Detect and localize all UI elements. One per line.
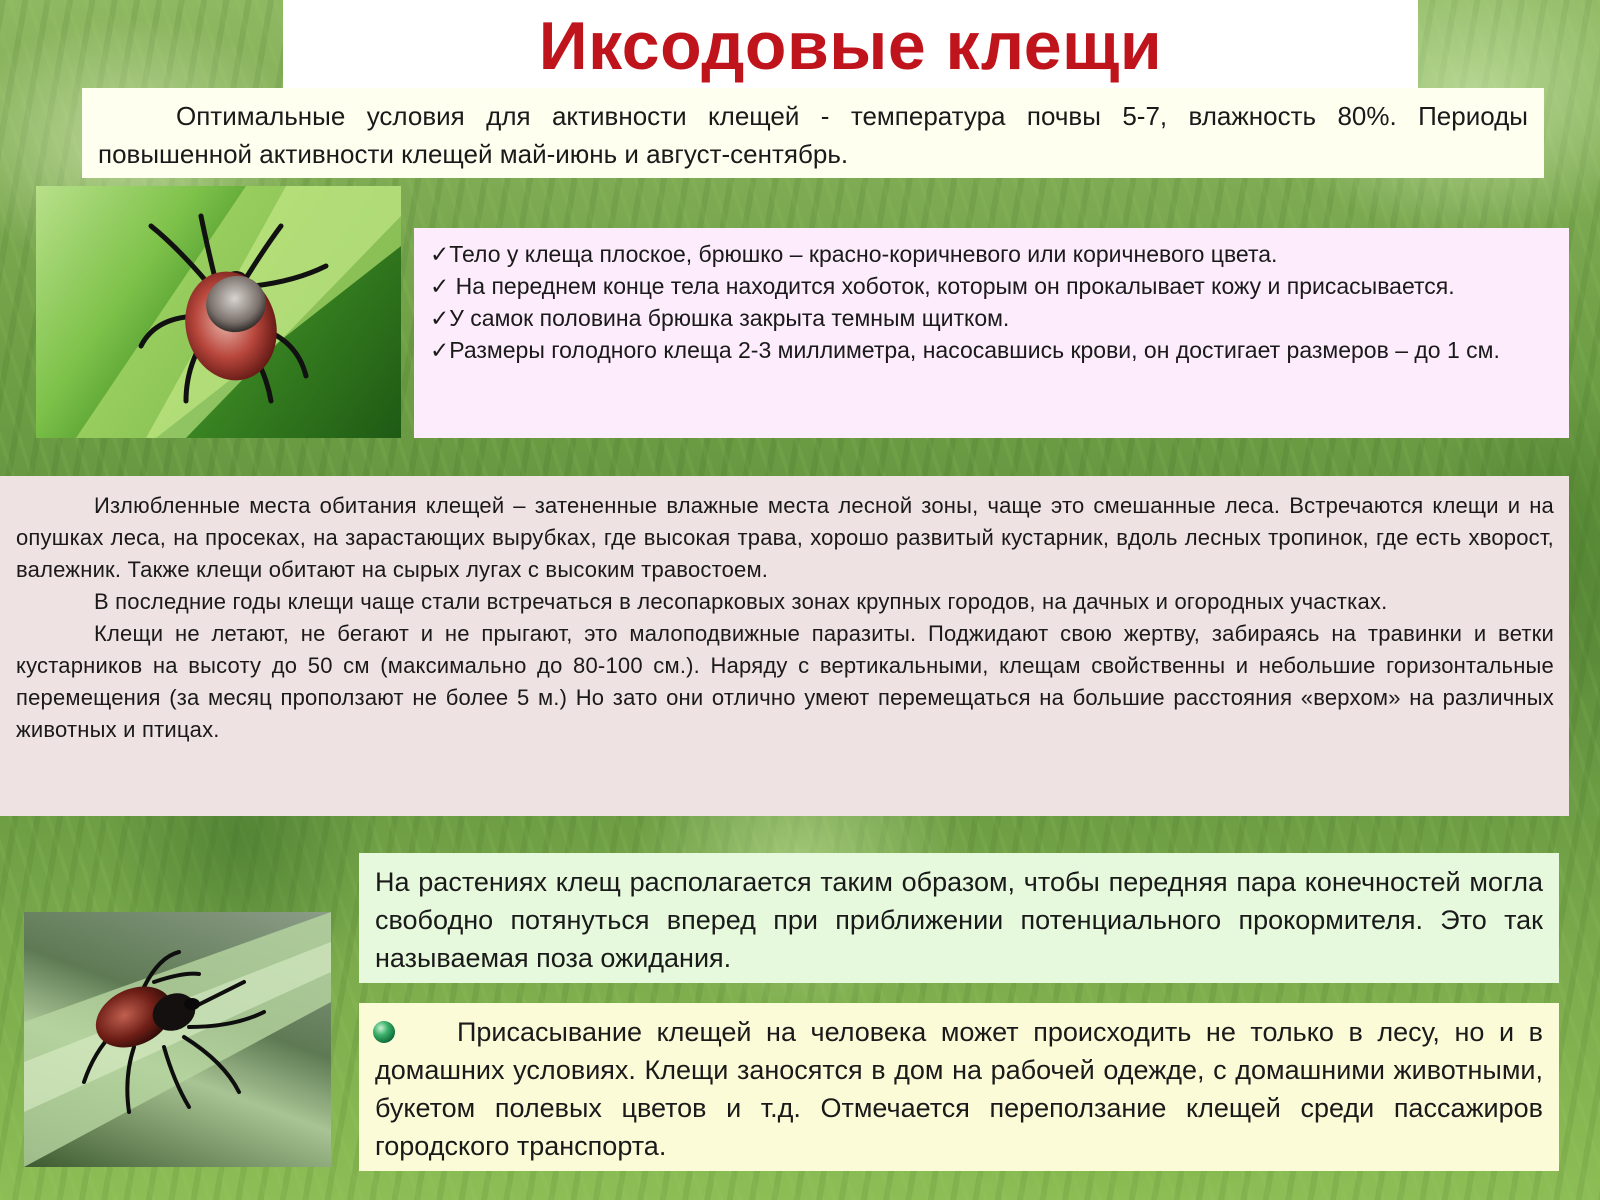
tick-waiting-pose-photo: [24, 912, 331, 1167]
tick-on-leaf-photo: [36, 186, 401, 438]
slide-title: Иксодовые клещи: [538, 8, 1163, 84]
habitat-paragraph: Излюбленные места обитания клещей – затененные влажные места лесной зоны, чаще это смешанные леса. Встречаются клещи и на опушках леса, на просеках, на зарастающих вырубках, где высокая трава, хорошо развитый кустарник, вдоль лесных тропинок, где есть хворост, валежник. Также клещи обитают на сырых лугах с высоким травостоем.: [16, 493, 1554, 582]
fact-item: ✓Размеры голодного клеща 2-3 миллиметра, насосавшись крови, он достигает размеров – до 1 см.: [430, 337, 1500, 363]
bite-risk-text: Присасывание клещей на человека может происходить не только в лесу, но и в домашних условиях. Клещи заносятся в дом на рабочей одежде, с домашними животными, букетом полевых цветов и т.д. Отмечается переползание клещей среди пассажиров городского транспорта.: [375, 1017, 1543, 1161]
waiting-pose-text: На растениях клещ располагается таким образом, чтобы передняя пара конечностей могла свободно потянуться вперед при приближении потенциального прокормителя. Это так называемая поза ожидания.: [375, 867, 1543, 973]
intro-box: [82, 88, 1544, 178]
habitat-box: [0, 476, 1569, 816]
intro-text: Оптимальные условия для активности клещей - температура почвы 5-7, влажность 80%. Периоды повышенной активности клещей май-июнь и август-сентябрь.: [98, 101, 1528, 169]
habitat-paragraph: В последние годы клещи чаще стали встречаться в лесопарковых зонах крупных городов, на дачных и огородных участках.: [94, 589, 1388, 614]
habitat-paragraph: Клещи не летают, не бегают и не прыгают, это малоподвижные паразиты. Поджидают свою жертву, забираясь на травинки и ветки кустарников на высоту до 50 см (максимально до 80-100 см.). Наряду с вертикальными, клещам свойственны и небольшие горизонтальные перемещения (за месяц проползают не более 5 м.) Но зато они отлично умеют перемещаться на большие расстояния «верхом» на различных животных и птицах.: [16, 621, 1554, 742]
tick-facts-box: [414, 228, 1569, 438]
bite-risk-box: [359, 1003, 1559, 1171]
fact-item: ✓У самок половина брюшка закрыта темным щитком.: [430, 305, 1010, 331]
fact-item: ✓Тело у клеща плоское, брюшко – красно-коричневого или коричневого цвета.: [430, 241, 1278, 267]
fact-item: ✓ На переднем конце тела находится хоботок, которым он прокалывает кожу и присасывается.: [430, 273, 1455, 299]
waiting-pose-box: [359, 853, 1559, 983]
